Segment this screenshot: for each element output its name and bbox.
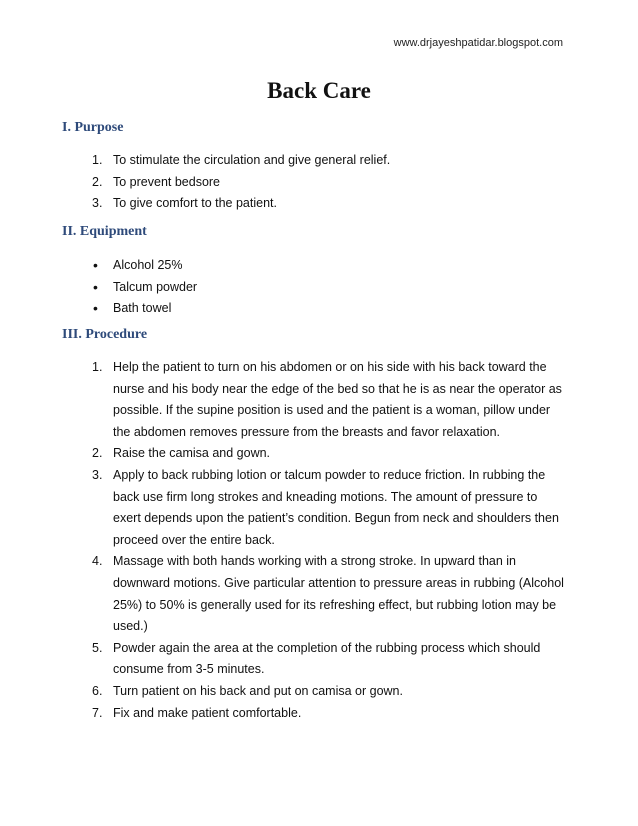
- list-item-text: To stimulate the circulation and give general relief.: [113, 153, 391, 167]
- list-item: [0, 551, 638, 637]
- list-item-text: To prevent bedsore: [113, 174, 221, 189]
- list-item: [0, 193, 638, 215]
- list-item: [0, 172, 638, 194]
- list-item-text: Fix and make patient comfortable.: [113, 705, 302, 720]
- list-marker: 3.: [92, 467, 103, 482]
- list-item: [0, 703, 638, 725]
- list-item: [0, 681, 638, 703]
- list-marker: 7.: [92, 705, 103, 720]
- list-item-text: Turn patient on his back and put on camisa or gown.: [113, 683, 403, 698]
- purpose-heading: I. Purpose: [62, 120, 124, 135]
- procedure-list: [0, 357, 638, 724]
- bullet-icon: •: [93, 257, 98, 273]
- list-item-text: Help the patient to turn on his abdomen or on his side with his back toward the nurse and his body near the edge of the bed so that he is as near the operator as possible. If the supine position is used and the patient is a woman, pillow under the abdomen removes pressure from the breasts and favor relaxation.: [113, 360, 562, 439]
- list-item: [0, 298, 638, 320]
- list-item-text: Powder again the area at the completion of the rubbing process which should consume from 3-5 minutes.: [113, 640, 541, 677]
- list-item: [0, 443, 638, 465]
- list-item-text: Bath towel: [113, 301, 172, 316]
- list-item-text: Apply to back rubbing lotion or talcum powder to reduce friction. In rubbing the back use firm long strokes and kneading motions. The amount of pressure to exert depends upon the patient’s condition. Begun from neck and shoulders then proceed over the entire back.: [113, 467, 559, 547]
- equipment-heading: II. Equipment: [62, 224, 147, 239]
- list-item: [0, 255, 638, 277]
- bullet-icon: •: [93, 278, 98, 295]
- list-item-text: Alcohol 25%: [113, 258, 183, 272]
- list-item-text: Talcum powder: [113, 279, 198, 294]
- procedure-heading: III. Procedure: [62, 327, 148, 342]
- list-item-text: Massage with both hands working with a strong stroke. In upward than in downward motions. Give particular attention to pressure areas in rubbing (Alcohol 25%) to 50% is generally used for its refreshing effect, but rubbing lotion may be used.): [113, 554, 564, 634]
- list-item: [0, 277, 638, 299]
- list-marker: 1.: [92, 153, 103, 167]
- page-title: Back Care: [267, 78, 371, 103]
- list-item: [0, 150, 638, 172]
- list-marker: 2.: [92, 446, 103, 461]
- purpose-list: [0, 150, 638, 215]
- bullet-icon: •: [93, 300, 98, 317]
- list-item: [0, 357, 638, 443]
- list-marker: 1.: [92, 360, 103, 374]
- list-item: [0, 638, 638, 681]
- list-marker: 6.: [92, 683, 103, 698]
- list-marker: 3.: [92, 196, 103, 211]
- list-item-text: To give comfort to the patient.: [113, 196, 277, 211]
- equipment-list: [0, 255, 638, 320]
- list-marker: 5.: [92, 640, 103, 655]
- list-marker: 4.: [92, 554, 103, 569]
- header-url: www.drjayeshpatidar.blogspot.com: [393, 37, 563, 49]
- list-item-text: Raise the camisa and gown.: [113, 446, 271, 461]
- list-item: [0, 465, 638, 551]
- list-marker: 2.: [92, 174, 103, 189]
